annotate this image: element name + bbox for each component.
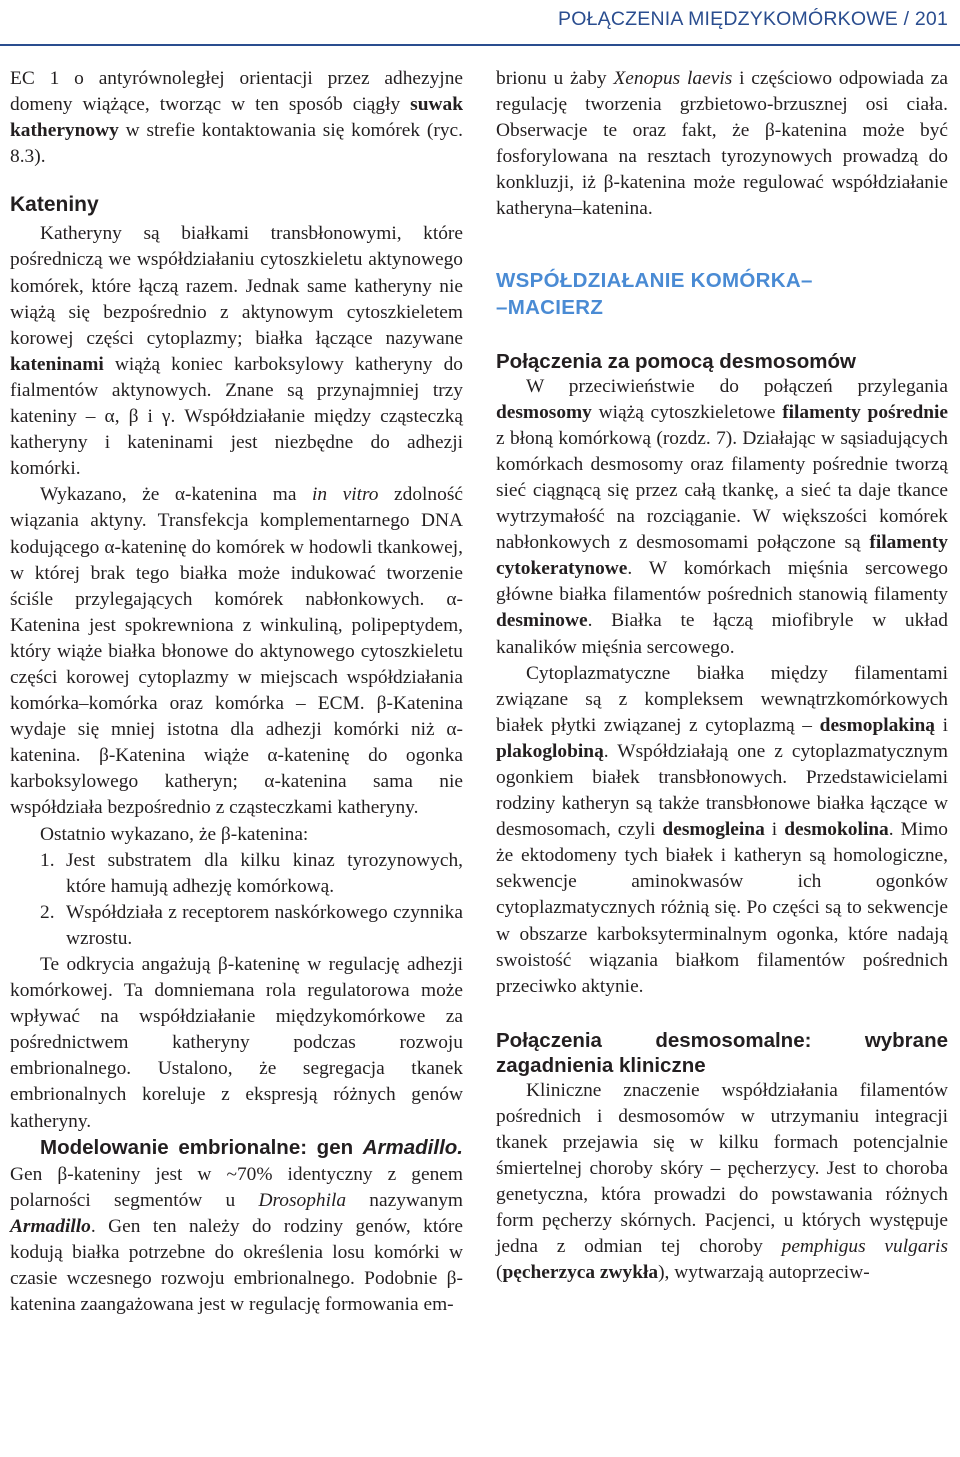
subheading-kliniczne: Połączenia desmosomalne: wybrane zagadnienia kliniczne [496, 1028, 948, 1077]
paragraph: Ostatnio wykazano, że β-katenina: [40, 823, 309, 845]
running-header [0, 6, 960, 36]
list-text: Współdziała z receptorem naskórkowego czynnika wzrostu. [66, 901, 463, 949]
paragraph: Wykazano, że α-katenina ma in vitro zdolność wiązania aktyny. Transfekcja komplementarnego DNA kodującego α-kateninę do komórek w hodowli tkankowej, w której brak tego białka może indukować tworzenie ściśle przylegających komórek nabłonkowych. α-Katenina jest spokrewniona z winkuliną, polipeptydem, który wiąże białka błonowe do aktynowego cytoszkieletu części korowej cytoplazmy w miejscach współdziałania komórka–komórka oraz komórka – ECM. β-Katenina wydaje się mniej istotna dla adhezji komórki niż α-katenina. β-Katenina wiąże α-kateninę do ogonka karboksylowego katheryn; α-katenina sama nie współdziała bezpośrednio z cząsteczkami katheryny. [10, 484, 463, 819]
subheading-desmosomy: Połączenia za pomocą desmosomów [496, 349, 856, 373]
paragraph-text: Gen β-kateniny jest w ~70% identyczny z genem polarności segmentów u Drosophila nazywanym Armadillo. Gen ten należy do rodziny genów, które kodują białka potrzebne do określenia losu komórki w czasie wczesnego rozwoju embrionalnego. Podobnie β-katenina zaangażowana jest w regulację formowania em- [10, 1163, 463, 1316]
list-item [10, 848, 463, 900]
right-column [496, 66, 948, 1287]
list-text: Jest substratem dla kilku kinaz tyrozynowych, które hamują adhezję komórkową. [66, 849, 463, 897]
paragraph: Kliniczne znaczenie współdziałania filamentów pośrednich i desmosomów w utrzymaniu integracji tkanek przejawia się w kilku formach potencjalnie śmiertelnej choroby skóry – pęcherzycy. Jest to choroba genetyczna, która prowadzi do powstawania różnych form pęcherzy skórnych. Pacjenci, u których występuje jedna z odmian tej choroby pemphigus vulgaris (pęcherzyca zwykła), wytwarzają autoprzeciw- [496, 1079, 948, 1284]
list-item [10, 900, 463, 952]
inline-heading: Modelowanie embrionalne: gen Armadillo. [40, 1135, 463, 1159]
paragraph: EC 1 o antyrównoległej orientacji przez adhezyjne domeny wiążące, tworząc w ten sposób ciągły suwak katherynowy w strefie kontaktowania się komórek (ryc. 8.3). [10, 68, 463, 168]
paragraph [10, 1135, 463, 1319]
list-number: 2. [40, 901, 55, 923]
numbered-list [10, 848, 463, 952]
paragraph: W przeciwieństwie do połączeń przylegania desmosomy wiążą cytoszkieletowe filamenty pośrednie z błoną komórkową (rozdz. 7). Działając w sąsiadujących komórkach desmosomy oraz filamenty pośrednie tworzą sieć ciągnącą się przez całą tkankę, a sieć ta daje tkance wytrzymałość na rozciąganie. W większości komórek nabłonkowych z desmosomami połączone są filamenty cytokeratynowe. W komórkach mięśnia sercowego główne białka filamentów pośrednich stanowią filamenty desminowe. Białka te łączą miofibryle w układ kanalików mięśnia sercowego. [496, 375, 949, 658]
paragraph: Katheryny są białkami transbłonowymi, które pośredniczą we współdziałaniu cytoszkieletu aktynowego komórek, które łączą razem. Jednak same katheryny nie wiążą się bezpośrednio z aktynowym cytoszkieletem korowej części cytoplazmy; białka łączące nazywane kateninami wiążą koniec karboksylowy katheryny do fialmentów aktynowych. Znane są przynajmniej trzy kateniny – α, β i γ. Współdziałanie między cząsteczką katheryny i kateninami jest niezbędne do adhezji komórki. [10, 223, 463, 480]
header-rule [0, 44, 960, 46]
left-column [10, 66, 463, 1318]
heading-kateniny: Kateniny [10, 193, 99, 217]
running-title: POŁĄCZENIA MIĘDZYKOMÓRKOWE / 201 [558, 8, 948, 30]
paragraph: Te odkrycia angażują β-kateninę w regulację adhezji komórkowej. Ta domniemana rola regulatorowa może wpływać na współdziałanie międzykomórkowe za pośrednictwem katheryny podczas rozwoju embrionalnego. Ustalono, że segregacja tkanek embrionalnych koreluje z ekspresją różnych genów katheryny. [10, 954, 463, 1132]
section-heading-line: WSPÓŁDZIAŁANIE KOMÓRKA– [496, 268, 813, 292]
section-heading [496, 267, 948, 321]
section-heading-line: –MACIERZ [496, 295, 604, 319]
list-number: 1. [40, 849, 55, 871]
paragraph: Cytoplazmatyczne białka między filamentami związane są z kompleksem wewnątrzkomórkowych białek płytki związanej z cytoplazmą – desmoplakiną i plakoglobiną. Współdziałają one z cytoplazmatycznym ogonkiem białek transbłonowych. Przedstawicielami rodziny katheryn są także transbłonowe białka łączące w desmosomach, czyli desmogleina i desmokolina. Mimo że ektodomeny tych białek i katheryn są homologiczne, sekwencje aminokwasów ich ogonków cytoplazmatycznych różnią się. Po części są to sekwencje w obszarze karboksyterminalnym ogonka, które nadają swoistość wiązania białkom filamentów pośrednich przeciwko aktynie. [496, 662, 948, 997]
paragraph: brionu u żaby Xenopus laevis i częściowo odpowiada za regulację tworzenia grzbietowo-brzusznej osi ciała. Obserwacje te oraz fakt, że β-katenina może być fosforylowana na resztach tyrozynowych prowadzą do konkluzji, iż β-katenina może regulować współdziałanie katheryna–katenina. [496, 68, 949, 220]
